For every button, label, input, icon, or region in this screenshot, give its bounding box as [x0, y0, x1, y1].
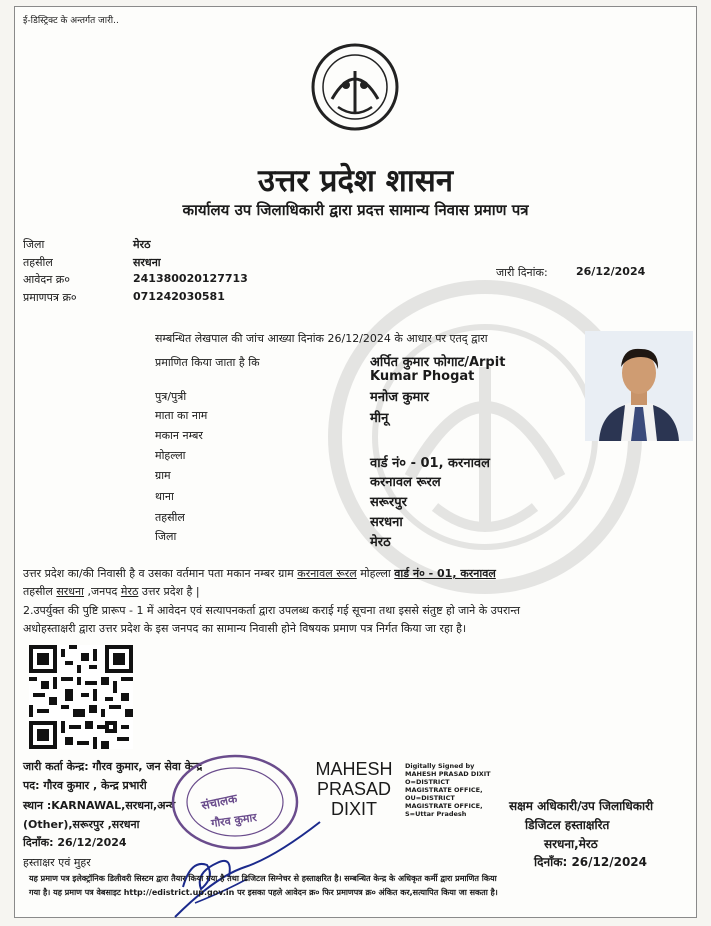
issuer-place: स्थान :KARNAWAL,सरधना,अन्य [23, 799, 176, 812]
mother-label: माता का नाम [155, 409, 208, 422]
detail-district-value: मेरठ [370, 535, 391, 550]
issuer-center: जारी कर्ता केन्द्र: गौरव कुमार, जन सेवा केन्द्र [23, 760, 203, 773]
father-value: मनोज कुमार [370, 390, 429, 405]
issue-date-value: 26/12/2024 [576, 265, 646, 278]
statement-line4: अधोहस्ताक्षरी द्वारा उत्तर प्रदेश के इस जनपद का सामान्य निवासी होने विषयक प्रमाण पत्र निर्गत किया जा रहा है। [23, 622, 467, 635]
stamp-text-1: संचालक [200, 791, 239, 813]
issuer-date: दिनाँक: 26/12/2024 [23, 836, 127, 849]
authority-title: सक्षम अधिकारी/उप जिलाधिकारी [509, 799, 654, 813]
issuer-signature-icon [155, 807, 335, 925]
issue-date-label: जारी दिनांक: [496, 266, 548, 279]
issuer-sign-label: हस्ताक्षर एवं मुहर [23, 856, 91, 869]
statement-mohalla: वार्ड नं० - 01, करनावल [394, 567, 496, 580]
digital-signature-details [405, 762, 491, 818]
police-station-label: थाना [155, 490, 174, 503]
sig-detail: MAHESH PRASAD DIXIT [405, 770, 491, 778]
issuer-place-2: (Other),सरूरपुर ,सरधना [23, 818, 140, 831]
mother-value: मीनू [370, 411, 389, 426]
signer-name-line: MAHESH [315, 759, 393, 779]
statement-text: ,जनपद [87, 585, 118, 598]
qr-code [29, 645, 133, 749]
statement-line2 [23, 584, 200, 599]
sig-detail: S=Uttar Pradesh [405, 810, 467, 818]
detail-district-label: जिला [155, 530, 177, 543]
sig-detail: MAGISTRATE OFFICE, [405, 802, 483, 810]
certificate-number: 071242030581 [133, 290, 225, 303]
top-note: ई-डिस्ट्रिक्ट के अन्तर्गत जारी.. [23, 16, 119, 26]
applicant-photo [585, 331, 693, 441]
statement-text: उत्तर प्रदेश है | [141, 585, 200, 598]
signer-name-line: PRASAD [316, 779, 392, 799]
father-label: पुत्र/पुत्री [155, 390, 187, 403]
authority-sign: डिजिटल हस्ताक्षरित [525, 818, 610, 832]
footer-line2: गया है। यह प्रमाण पत्र वेबसाइट http://edistrict.up.gov.in पर इसका पहले आवेदन क्र० फिर प्रमाणपत्र क्र० अंकित कर,सत्यापित किया जा सकता है। [29, 888, 498, 897]
signer-name-line: DIXIT [330, 799, 377, 819]
stamp-text-2: गौरव कुमार [210, 810, 258, 831]
sig-detail: O=DISTRICT [405, 778, 450, 786]
detail-tehsil-label: तहसील [155, 511, 185, 524]
certify-label: प्रमाणित किया जाता है कि [155, 356, 260, 369]
detail-tehsil-value: सरधना [370, 515, 403, 530]
statement-village: करनावल रूरल [297, 567, 357, 580]
certificate-label: प्रमाणपत्र क्र० [23, 291, 77, 304]
page-subtitle: कार्यालय उप जिलाधिकारी द्वारा प्रदत्त सामान्य निवास प्रमाण पत्र [182, 201, 529, 219]
applicant-name-line1: अर्पित कुमार फोगाट/Arpit [370, 355, 506, 370]
applicant-name-line2: Kumar Phogat [370, 369, 475, 384]
application-number: 241380020127713 [133, 272, 248, 285]
statement-text: उत्तर प्रदेश का/की निवासी है व उसका वर्तमान पता मकान नम्बर ग्राम [23, 567, 294, 580]
issuer-post: पद: गौरव कुमार , केन्द्र प्रभारी [23, 779, 147, 792]
page-title: उत्तर प्रदेश शासन [257, 163, 454, 199]
statement-line3: 2.उपर्युक्त की पुष्टि प्रारूप - 1 में आवेदन एवं सत्यापनकर्ता द्वारा उपलब्ध कराई गई सूचना तथा इससे संतुष्ट हो जाने के उपरान्त [23, 604, 521, 617]
statement-district: मेरठ [120, 585, 139, 598]
mohalla-label: मोहल्ला [155, 449, 186, 462]
up-government-emblem-icon [304, 41, 406, 131]
digital-signer-name [305, 759, 403, 819]
sig-detail: MAGISTRATE OFFICE, [405, 786, 483, 794]
certificate-document [14, 6, 697, 918]
footer-line1: यह प्रमाण पत्र इलेक्ट्रॉनिक डिलीवरी सिस्टम द्वारा तैयार किया गया है तथा डिजिटल सिग्नेचर से हस्ताक्षरित है। सम्बन्धित केन्द्र के अधिकृत कर्मी द्वारा प्रमाणित किया [29, 874, 497, 883]
application-label: आवेदन क्र० [23, 273, 70, 286]
mohalla-value: वार्ड नं० - 01, करनावल [370, 456, 490, 471]
tehsil-value: सरधना [133, 256, 161, 269]
intro-line: सम्बन्धित लेखपाल की जांच आख्या दिनांक 26/12/2024 के आधार पर एतद् द्वारा [155, 332, 488, 345]
statement-tehsil: सरधना [56, 585, 85, 598]
district-value: मेरठ [133, 238, 151, 251]
statement-text: मोहल्ला [360, 567, 391, 580]
tehsil-label: तहसील [23, 256, 53, 269]
authority-place: सरधना,मेरठ [544, 837, 598, 851]
house-label: मकान नम्बर [155, 429, 203, 442]
authority-date: दिनाँक: 26/12/2024 [534, 855, 648, 869]
sig-detail: Digitally Signed by [405, 762, 475, 770]
village-value: करनावल रूरल [370, 475, 441, 490]
sig-detail: OU=DISTRICT [405, 794, 455, 802]
statement-text: तहसील [23, 585, 53, 598]
village-label: ग्राम [155, 469, 171, 482]
statement-line1 [23, 566, 496, 581]
district-label: जिला [23, 238, 45, 251]
police-station-value: सरूरपुर [370, 495, 407, 510]
